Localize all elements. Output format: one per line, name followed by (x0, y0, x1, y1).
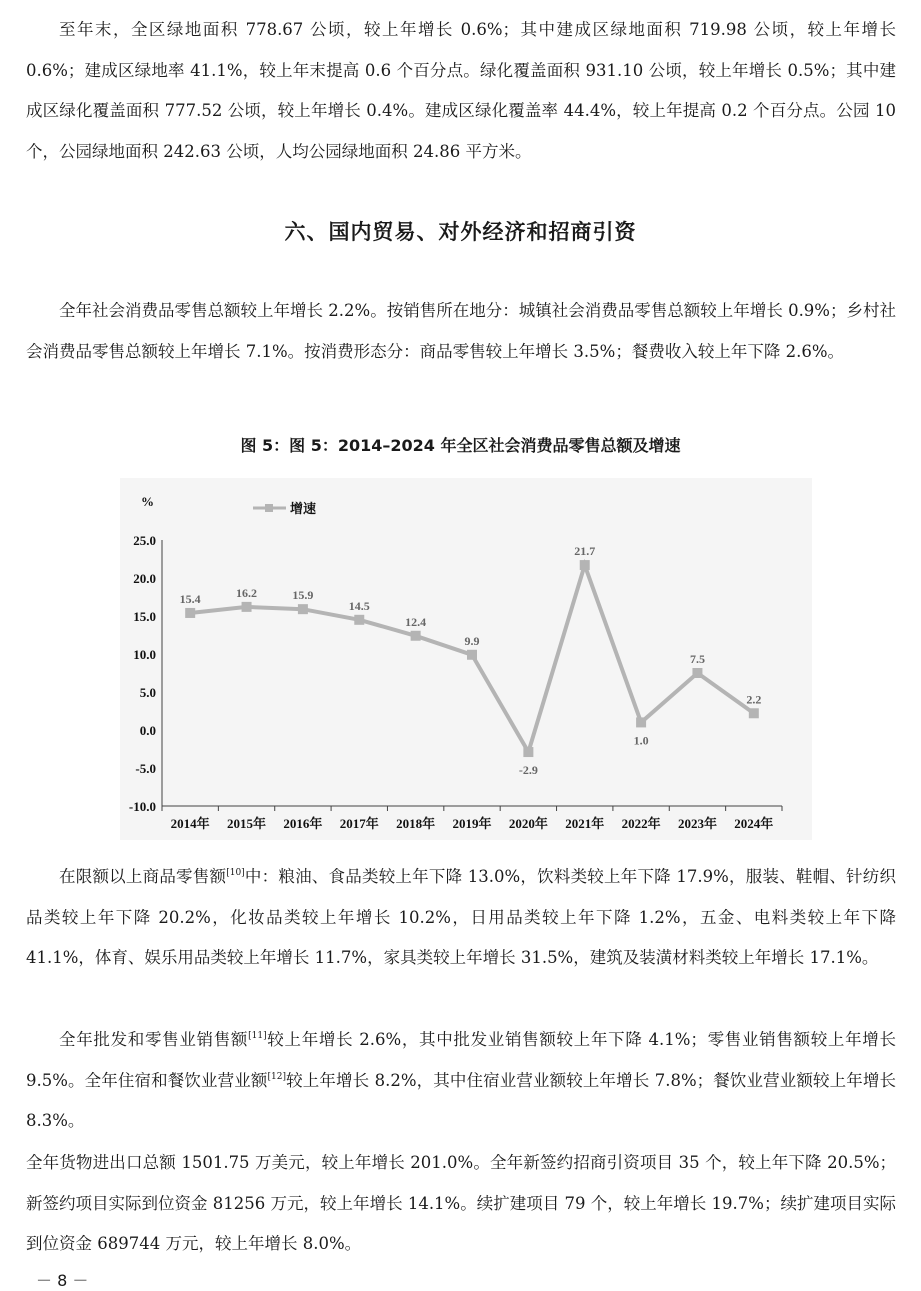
x-tick-label: 2017年 (339, 816, 379, 831)
data-label: 7.5 (689, 652, 705, 666)
x-tick-label: 2014年 (170, 816, 210, 831)
x-tick-label: 2020年 (508, 816, 548, 831)
wholesale-lead: 全年批发和零售业销售额 (59, 1030, 249, 1049)
y-tick-label: 15.0 (133, 609, 156, 624)
y-tick-label: 20.0 (133, 571, 156, 586)
x-tick-label: 2015年 (227, 816, 267, 831)
paragraph-wholesale-retail (26, 1020, 896, 1142)
data-label: 21.7 (574, 544, 596, 559)
data-label: 9.9 (464, 633, 480, 648)
x-tick-label: 2016年 (283, 816, 323, 831)
above-quota-rest: 中：粮油、食品类较上年下降 13.0%，饮料类较上年下降 17.9%，服装、鞋帽、针纺织品类较上年下降 20.2%，化妆品类较上年增长 10.2%，日用品类较上年下降 1.2%，五金、电料类较上年下降 41.1%，体育、娱乐用品类较上年增长 11.7%，家具类较上年增长 31.5%，建筑及装潢材料类较上年增长 17.1%。 (26, 867, 896, 967)
data-point (636, 717, 646, 727)
paragraph-retail-sales: 全年社会消费品零售总额较上年增长 2.2%。按销售所在地分：城镇社会消费品零售总额较上年增长 0.9%；乡村社会消费品零售总额较上年增长 7.1%。按消费形态分：商品零售较上年增长 3.5%；餐费收入较上年下降 2.6%。 (26, 301, 896, 361)
data-label: 2.2 (746, 692, 762, 707)
data-point (580, 560, 590, 570)
retail-growth-chart (120, 478, 812, 840)
data-label: 12.4 (405, 614, 427, 629)
y-axis-unit-label: % (141, 494, 154, 509)
x-tick-label: 2024年 (734, 816, 774, 831)
page-number: － 8 － (36, 1271, 89, 1290)
wholesale-rest: 较上年增长 8.2%，其中住宿业营业额较上年增长 7.8%；餐饮业营业额较上年增长 8.3%。 (26, 1070, 896, 1130)
figure-title: 图 5：图 5：2014–2024 年全区社会消费品零售总额及增速 (240, 436, 681, 455)
x-tick-label: 2021年 (565, 816, 605, 831)
y-tick-label: -5.0 (135, 761, 156, 776)
footnote-ref-12: [12] (267, 1071, 286, 1082)
paragraph-green-area: 至年末，全区绿地面积 778.67 公顷，较上年增长 0.6%；其中建成区绿地面积 719.98 公顷，较上年增长 0.6%；建成区绿地率 41.1%，较上年末提高 0.6 个百分点。绿化覆盖面积 931.10 公顷，较上年增长 0.5%；其中建成区绿化覆盖面积 777.52 公顷，较上年增长 0.4%。建成区绿化覆盖率 44.4%，较上年提高 0.2 个百分点。公园 10 个，公园绿地面积 242.63 公顷，人均公园绿地面积 24.86 平方米。 (26, 20, 896, 161)
data-point (692, 668, 702, 678)
paragraph-foreign-trade-investment: 全年货物进出口总额 1501.75 万美元，较上年增长 201.0%。全年新签约招商引资项目 35 个，较上年下降 20.5%；新签约项目实际到位资金 81256 万元，较上年增长 14.1%。续扩建项目 79 个，较上年增长 19.7%；续扩建项目实际到位资金 689744 万元，较上年增长 8.0%。 (26, 1153, 896, 1253)
x-tick-label: 2022年 (621, 816, 661, 831)
data-point (185, 608, 195, 618)
paragraph-above-quota-retail (26, 857, 896, 979)
data-label: -2.9 (518, 763, 538, 778)
wholesale-mid: 较上年增长 2.6%，其中批发业销售额较上年下降 4.1%；零售业销售额较上年增长 9.5%。全年住宿和餐饮业营业额 (26, 1030, 897, 1090)
data-point (354, 615, 364, 625)
legend-label: 增速 (290, 501, 317, 516)
x-tick-label: 2018年 (396, 816, 436, 831)
y-tick-label: 0.0 (139, 723, 156, 738)
data-label: 15.4 (179, 591, 201, 606)
y-tick-label: 5.0 (139, 685, 156, 700)
y-tick-label: 25.0 (133, 533, 156, 548)
data-point (523, 747, 533, 757)
data-point (298, 604, 308, 614)
data-label: 16.2 (236, 585, 258, 600)
y-tick-label: -10.0 (128, 799, 156, 814)
data-label: 1.0 (633, 733, 649, 748)
above-quota-lead: 在限额以上商品零售额 (59, 867, 227, 886)
footnote-ref-10: [10] (226, 868, 245, 878)
data-label: 14.5 (348, 598, 370, 613)
retail-growth-chart-svg (120, 478, 812, 840)
x-tick-label: 2019年 (452, 816, 492, 831)
footnote-ref-11: [11] (248, 1031, 267, 1041)
data-point (242, 602, 252, 612)
legend-marker (265, 504, 273, 512)
y-tick-label: 10.0 (133, 647, 156, 662)
data-point (467, 650, 477, 660)
data-point (411, 631, 421, 641)
x-tick-label: 2023年 (677, 816, 717, 831)
data-label: 15.9 (292, 588, 314, 603)
section-title: 六、国内贸易、对外经济和招商引资 (284, 220, 637, 244)
data-point (749, 708, 759, 718)
